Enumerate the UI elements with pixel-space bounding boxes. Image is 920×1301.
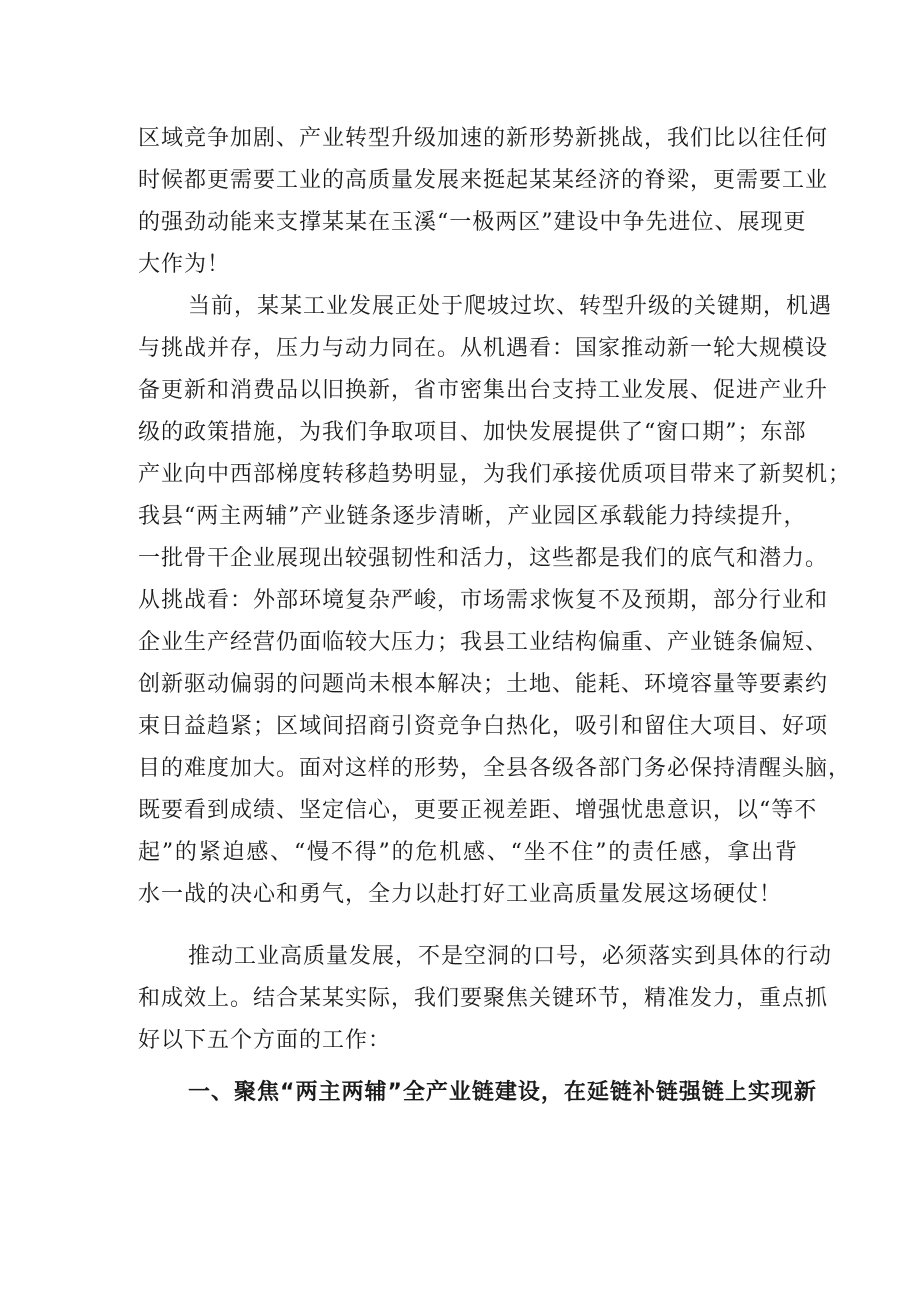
text-line: 创新驱动偏弱的问题尚未根本解决；土地、能耗、环境容量等要素约 [138, 672, 829, 697]
text-line: 起”的紧迫感、“慢不得”的危机感、“坐不住”的责任感，拿出背 [138, 840, 798, 865]
text-line: 束日益趋紧；区域间招商引资竞争白热化，吸引和留住大项目、好项 [138, 714, 829, 739]
text-line: 从挑战看：外部环境复杂严峻，市场需求恢复不及预期，部分行业和 [138, 588, 829, 613]
text-line: 一批骨干企业展现出较强韧性和活力，这些都是我们的底气和潜力。 [138, 546, 829, 571]
text-line: 级的政策措施，为我们争取项目、加快发展提供了“窗口期”；东部 [138, 420, 807, 445]
section-heading: 一、聚焦“两主两辅”全产业链建设，在延链补链强链上实现新 [188, 1080, 817, 1105]
paragraph-first-line: 当前，某某工业发展正处于爬坡过坎、转型升级的关键期，机遇 [188, 294, 833, 319]
text-line: 企业生产经营仍面临较大压力；我县工业结构偏重、产业链条偏短、 [138, 630, 829, 655]
text-line: 和成效上。结合某某实际，我们要聚焦关键环节，精准发力，重点抓 [138, 986, 829, 1011]
text-line: 区域竞争加剧、产业转型升级加速的新形势新挑战，我们比以往任何 [138, 126, 829, 151]
text-line: 我县“两主两辅”产业链条逐步清晰，产业园区承载能力持续提升， [138, 504, 807, 529]
text-line: 好以下五个方面的工作： [138, 1028, 392, 1053]
text-line: 备更新和消费品以旧换新，省市密集出台支持工业发展、促进产业升 [138, 378, 829, 403]
text-line: 大作为！ [138, 252, 231, 277]
text-line: 产业向中西部梯度转移趋势明显，为我们承接优质项目带来了新契机； [138, 462, 852, 487]
text-line: 的强劲动能来支撑某某在玉溪“一极两区”建设中争先进位、展现更 [138, 210, 807, 235]
paragraph-first-line: 推动工业高质量发展，不是空洞的口号，必须落实到具体的行动 [188, 944, 833, 969]
text-line: 水一战的决心和勇气，全力以赴打好工业高质量发展这场硬仗！ [138, 882, 783, 907]
text-line: 与挑战并存，压力与动力同在。从机遇看：国家推动新一轮大规模设 [138, 336, 829, 361]
text-line: 目的难度加大。面对这样的形势，全县各级各部门务必保持清醒头脑， [138, 756, 852, 781]
text-line: 时候都更需要工业的高质量发展来挺起某某经济的脊梁，更需要工业 [138, 168, 829, 193]
text-line: 既要看到成绩、坚定信心，更要正视差距、增强忧患意识，以“等不 [138, 798, 818, 823]
